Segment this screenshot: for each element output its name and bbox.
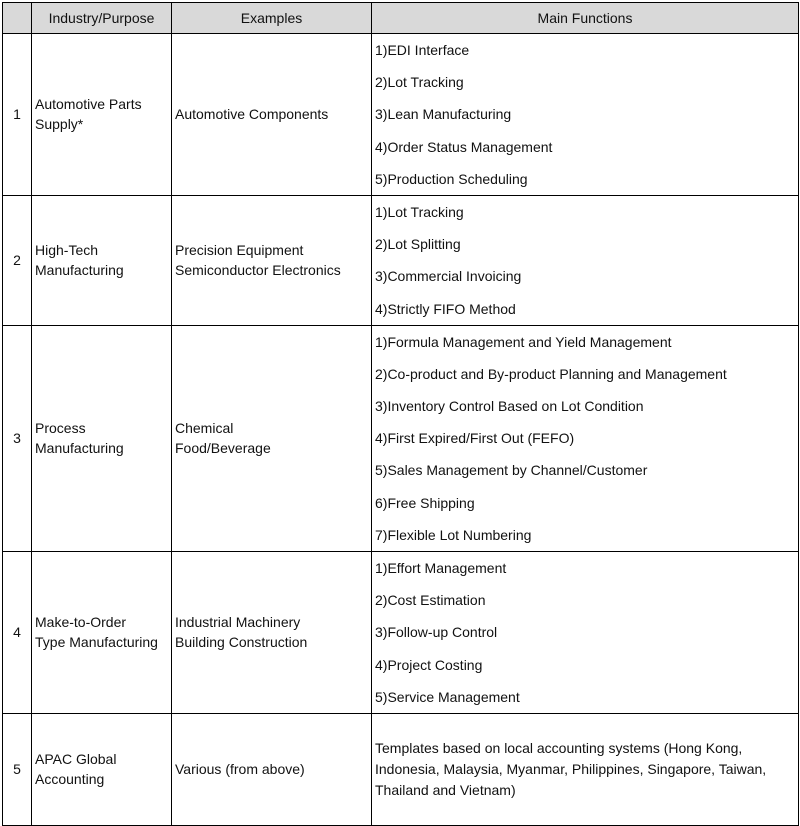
- function-item: 1)EDI Interface: [375, 42, 470, 58]
- industry-cell: [32, 552, 172, 714]
- industry-functions-table: [2, 2, 799, 826]
- function-item: 2)Lot Splitting: [375, 236, 461, 253]
- function-item: 2)Lot Tracking: [375, 74, 464, 91]
- industry-text: High-Tech Manufacturing: [35, 242, 124, 279]
- row-number: 2: [3, 195, 32, 325]
- header-industry: Industry/Purpose: [32, 3, 172, 34]
- header-functions: Main Functions: [372, 3, 799, 34]
- industry-cell: [32, 195, 172, 325]
- functions-list: [372, 196, 798, 325]
- function-item: 2)Cost Estimation: [375, 592, 486, 609]
- header-number: [3, 3, 32, 34]
- functions-list: [372, 326, 798, 551]
- table-row: [3, 713, 799, 825]
- function-item: 4)First Expired/First Out (FEFO): [375, 430, 575, 447]
- function-item: 4)Project Costing: [375, 656, 483, 673]
- table-row: [3, 195, 799, 325]
- table-row: [3, 325, 799, 551]
- function-item: 5)Sales Management by Channel/Customer: [375, 462, 648, 479]
- examples-cell: [172, 34, 372, 196]
- function-item: 3)Inventory Control Based on Lot Condition: [375, 398, 644, 415]
- industry-cell: [32, 34, 172, 196]
- function-item: 1)Effort Management: [375, 560, 507, 576]
- examples-cell: [172, 325, 372, 551]
- function-item: 3)Commercial Invoicing: [375, 268, 522, 285]
- function-item: 7)Flexible Lot Numbering: [375, 526, 532, 543]
- industry-text: Automotive Parts Supply*: [35, 96, 142, 133]
- examples-cell: [172, 552, 372, 714]
- function-item: 4)Strictly FIFO Method: [375, 300, 516, 317]
- examples-text: Precision Equipment Semiconductor Electronics: [175, 242, 341, 279]
- functions-cell: [372, 713, 799, 825]
- functions-cell: [372, 325, 799, 551]
- function-item: 4)Order Status Management: [375, 138, 553, 155]
- table-header-row: [3, 3, 799, 34]
- functions-cell: [372, 195, 799, 325]
- function-item: 1)Formula Management and Yield Management: [375, 333, 672, 350]
- industry-text: Process Manufacturing: [35, 420, 124, 457]
- industry-cell: [32, 713, 172, 825]
- examples-text: Automotive Components: [175, 106, 329, 123]
- row-number: 4: [3, 552, 32, 714]
- function-item: 1)Lot Tracking: [375, 203, 464, 220]
- function-item: 6)Free Shipping: [375, 494, 475, 511]
- industry-text: Make-to-Order Type Manufacturing: [35, 614, 158, 651]
- examples-cell: [172, 195, 372, 325]
- examples-text: Industrial Machinery Building Construction: [175, 614, 308, 651]
- industry-text: APAC Global Accounting: [35, 751, 117, 788]
- function-item: 3)Follow-up Control: [375, 624, 498, 641]
- function-item: 3)Lean Manufacturing: [375, 106, 512, 123]
- functions-cell: [372, 552, 799, 714]
- industry-cell: [32, 325, 172, 551]
- header-examples: Examples: [172, 3, 372, 34]
- table-row: [3, 34, 799, 196]
- function-item: 5)Production Scheduling: [375, 170, 528, 187]
- row-number: 3: [3, 325, 32, 551]
- table-row: [3, 552, 799, 714]
- functions-list: [372, 552, 798, 713]
- function-item: 5)Service Management: [375, 688, 520, 705]
- function-item: 2)Co-product and By-product Planning and Management: [375, 365, 727, 382]
- functions-cell: [372, 34, 799, 196]
- examples-text: Chemical Food/Beverage: [175, 420, 271, 457]
- examples-cell: [172, 713, 372, 825]
- row-number: 5: [3, 713, 32, 825]
- functions-text: Templates based on local accounting systems (Hong Kong, Indonesia, Malaysia, Myanmar, Philippines, Singapore, Taiwan, Thailand and Vietnam): [375, 739, 767, 798]
- examples-text: Various (from above): [175, 761, 305, 778]
- functions-list: [372, 34, 798, 195]
- row-number: 1: [3, 34, 32, 196]
